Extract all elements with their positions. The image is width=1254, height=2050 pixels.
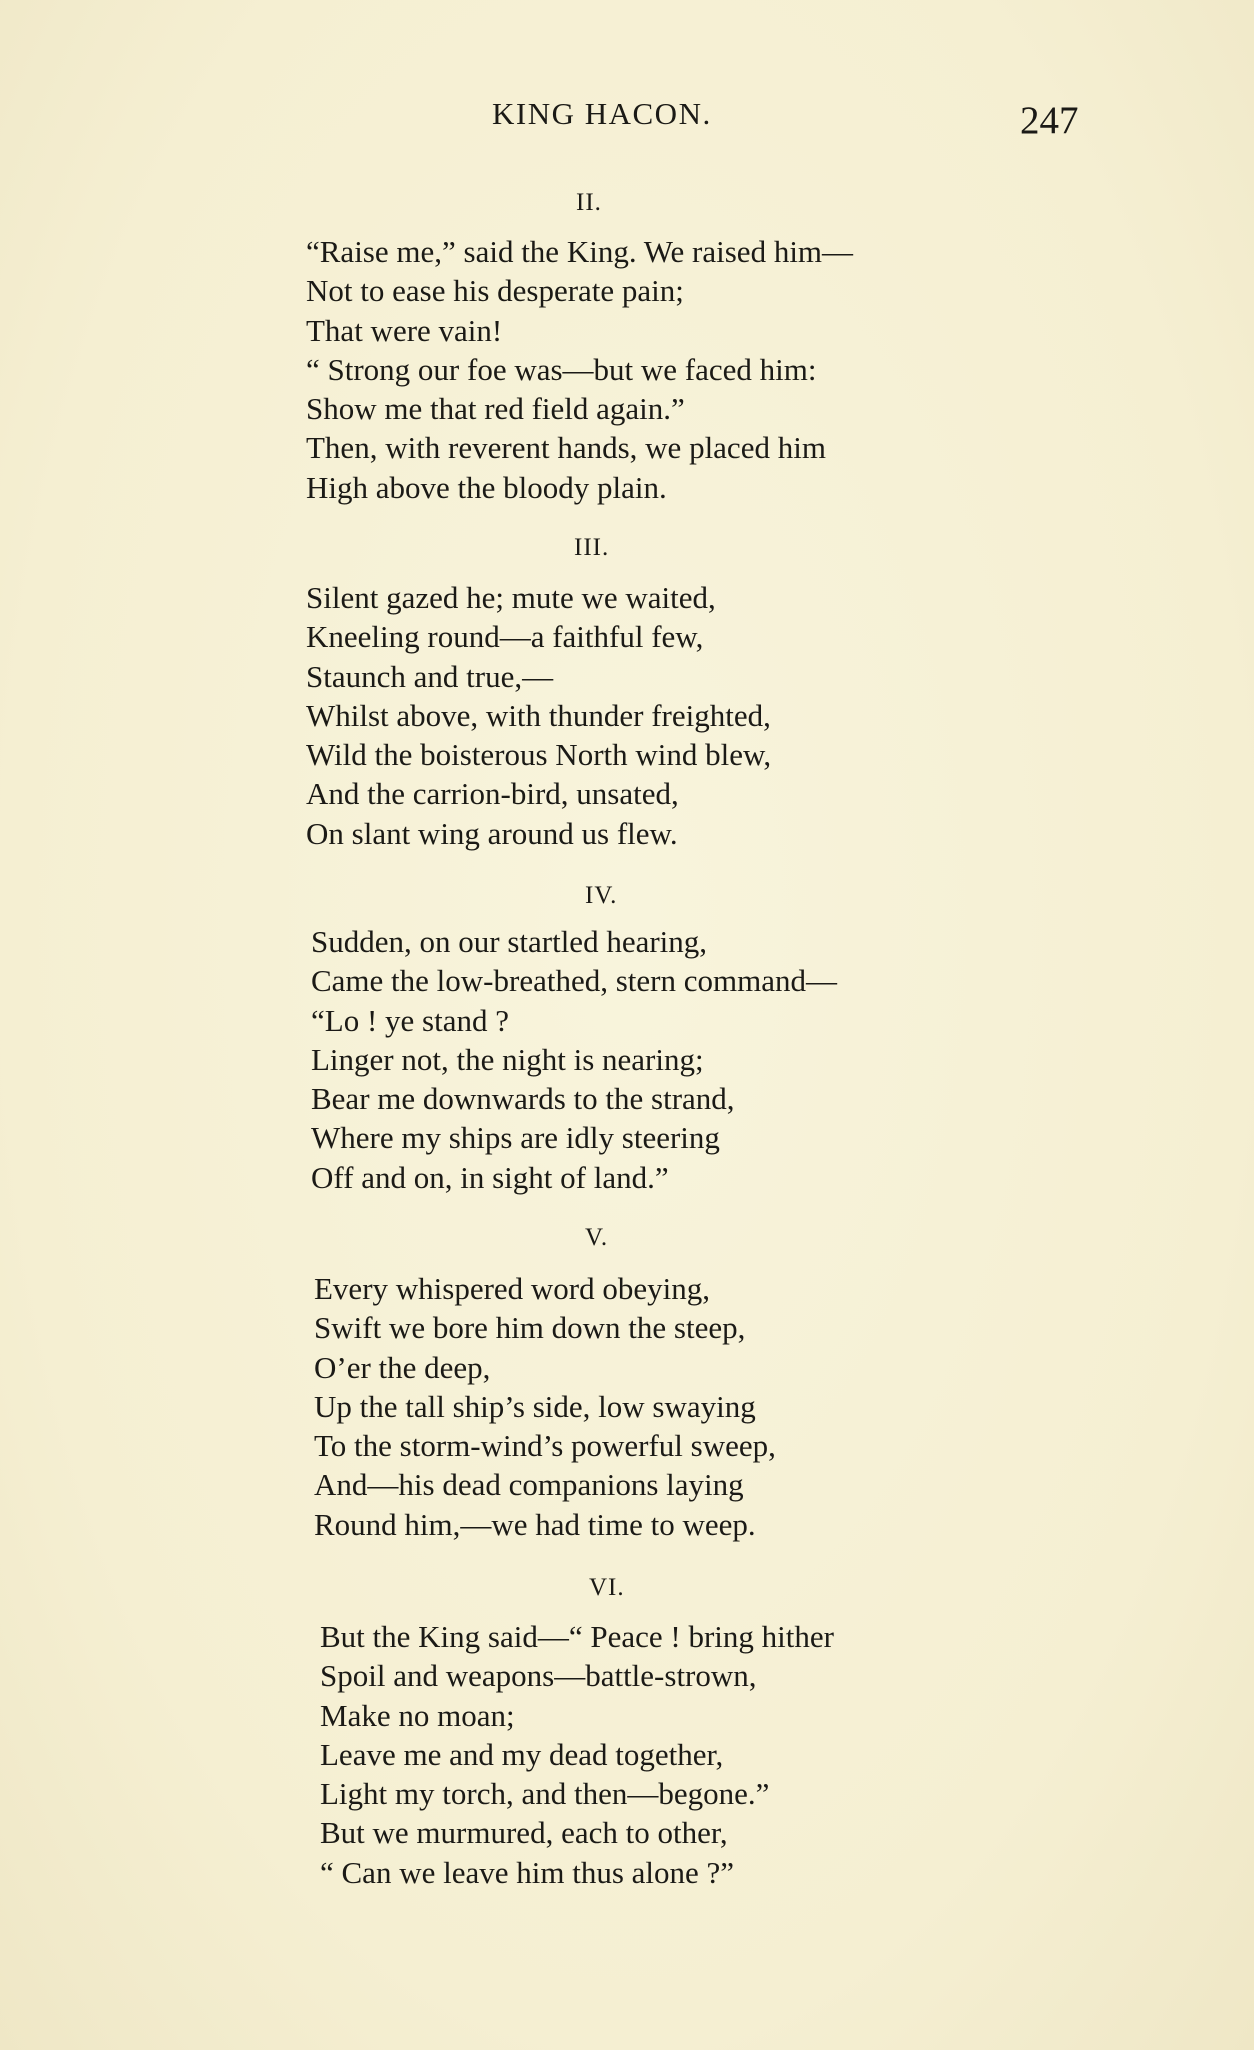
poem-line: “Raise me,” said the King. We raised him— — [306, 234, 854, 269]
stanza-numeral: VI. — [589, 1574, 625, 1601]
poem-line: Then, with reverent hands, we placed him — [306, 430, 826, 466]
poem-line: “ Strong our foe was—but we faced him: — [306, 351, 817, 387]
poem-line: Where my ships are idly steering — [311, 1120, 720, 1156]
poem-line: O’er the deep, — [314, 1349, 491, 1385]
poem-line: “ Can we leave him thus alone ?” — [320, 1854, 735, 1890]
page-number: 247 — [1020, 99, 1079, 142]
poem-line: And the carrion-bird, unsated, — [306, 776, 679, 812]
poem-line: Silent gazed he; mute we waited, — [306, 580, 716, 615]
poem-line: Every whispered word obeying, — [314, 1271, 711, 1306]
poem-line: That were vain! — [306, 312, 503, 348]
poem-line: To the storm-wind’s powerful sweep, — [314, 1428, 776, 1464]
poem-line: Make no moan; — [320, 1697, 515, 1733]
poem-line: Spoil and weapons—battle-strown, — [320, 1658, 757, 1694]
poem-line: “Lo ! ye stand ? — [311, 1002, 509, 1038]
poem-line: Sudden, on our startled hearing, — [311, 924, 708, 959]
stanza-v — [314, 1269, 776, 1544]
poem-line: High above the bloody plain. — [306, 469, 667, 505]
poem-line: But the King said—“ Peace ! bring hither — [320, 1619, 834, 1654]
poem-line: Light my torch, and then—begone.” — [320, 1776, 770, 1812]
poem-line: Bear me downwards to the strand, — [311, 1081, 735, 1117]
poem-line: Linger not, the night is nearing; — [311, 1041, 704, 1077]
stanza-numeral: II. — [576, 189, 602, 216]
poem-line: But we murmured, each to other, — [320, 1815, 728, 1851]
running-title: KING HACON. — [492, 96, 712, 131]
stanza-numeral: V. — [585, 1224, 609, 1251]
stanza-iv — [311, 922, 837, 1197]
poem-line: Wild the boisterous North wind blew, — [306, 737, 772, 773]
stanza-ii — [306, 232, 853, 507]
poem-line: Came the low-breathed, stern command— — [311, 963, 837, 999]
poem-line: Show me that red field again.” — [306, 391, 685, 427]
poem-line: Leave me and my dead together, — [320, 1736, 724, 1772]
poem-line: Up the tall ship’s side, low swaying — [314, 1388, 756, 1424]
poem-line: Off and on, in sight of land.” — [311, 1159, 669, 1195]
poem-line: Staunch and true,— — [306, 658, 554, 694]
poem-line: And—his dead companions laying — [314, 1467, 744, 1503]
poem-line: Whilst above, with thunder freighted, — [306, 697, 771, 733]
poem-line: Round him,—we had time to weep. — [314, 1506, 756, 1542]
poem-line: On slant wing around us flew. — [306, 815, 678, 851]
poem-line: Swift we bore him down the steep, — [314, 1310, 746, 1346]
stanza-vi — [320, 1617, 834, 1892]
stanza-numeral: IV. — [585, 882, 618, 909]
poem-line: Kneeling round—a faithful few, — [306, 619, 704, 655]
stanza-numeral: III. — [574, 534, 610, 561]
stanza-iii — [306, 578, 771, 853]
poem-line: Not to ease his desperate pain; — [306, 273, 684, 309]
